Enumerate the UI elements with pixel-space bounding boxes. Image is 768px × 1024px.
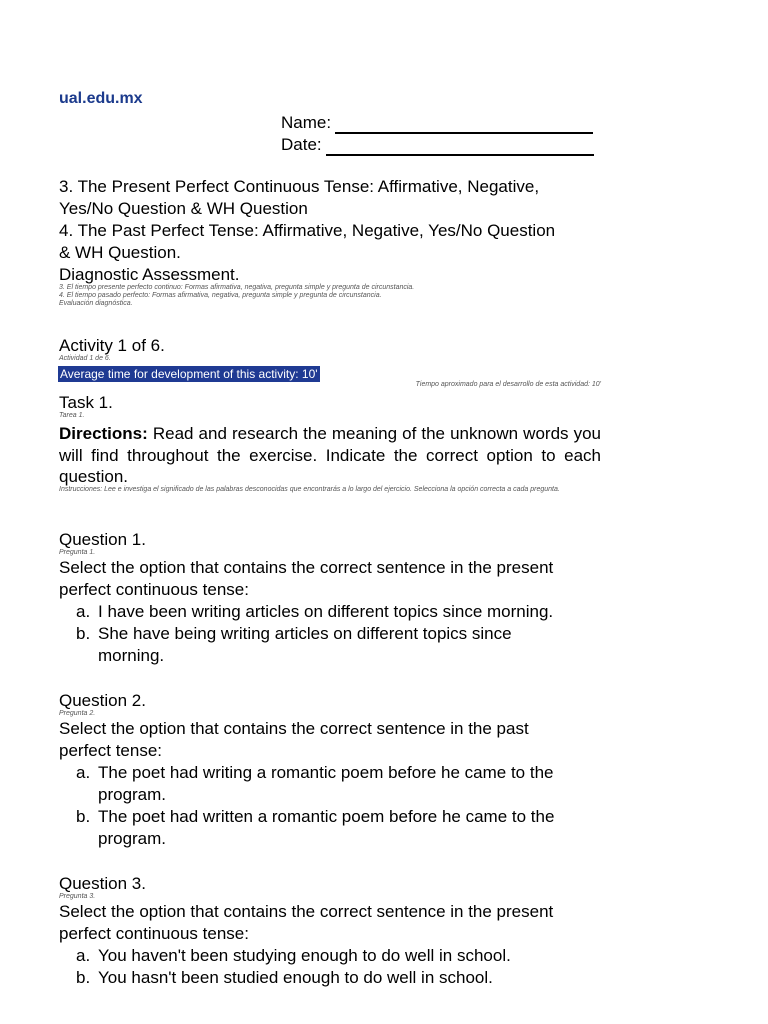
options-list (76, 762, 619, 850)
activity-time-translation: Tiempo aproximado para el desarrollo de esta actividad: 10' (415, 381, 601, 388)
question-prompt (59, 901, 619, 945)
task-title-translation: Tarea 1. (59, 412, 85, 419)
directions-text: Read and research the meaning of the unknown words you will find throughout the exercise. Indicate the correct option to each question. (59, 424, 601, 486)
option-a[interactable] (76, 762, 619, 806)
option-text: You hasn't been studied enough to do well in school. (98, 968, 493, 987)
option-text: program. (98, 829, 167, 848)
activity-title-translation: Actividad 1 de 6. (59, 355, 111, 362)
options-list (76, 601, 619, 667)
prompt-line: perfect continuous tense: (59, 580, 249, 599)
question-title-translation: Pregunta 3. (59, 893, 96, 900)
activity-title: Activity 1 of 6. (59, 336, 165, 355)
date-label: Date: (281, 135, 322, 154)
activity-time-highlight: Average time for development of this activity: 10' (60, 367, 318, 381)
site-logo-text: ual.edu.mx (59, 90, 143, 107)
topic-translation-line: 3. El tiempo presente perfecto continuo: Formas afirmativa, negativa, pregunta simple y pregunta de circunstancia. (59, 284, 415, 291)
option-letter: a. (76, 602, 91, 621)
topics-block (59, 176, 555, 286)
topic-line: Diagnostic Assessment. (59, 265, 240, 284)
question-block (59, 690, 619, 850)
prompt-line: Select the option that contains the correct sentence in the present (59, 902, 554, 921)
question-block (59, 529, 619, 667)
topic-line: 3. The Present Perfect Continuous Tense: Affirmative, Negative, (59, 177, 540, 196)
question-prompt (59, 557, 619, 601)
date-line[interactable] (326, 137, 594, 156)
option-a[interactable] (76, 601, 619, 623)
directions-paragraph (59, 423, 601, 488)
option-b[interactable] (76, 967, 619, 989)
directions-translation: Instrucciones: Lee e investiga el significado de las palabras desconocidas que encontrarás a lo largo del ejercicio. Selecciona la opción correcta a cada pregunta. (59, 486, 560, 493)
date-field[interactable] (281, 134, 594, 156)
name-label: Name: (281, 113, 332, 132)
option-text: The poet had writing a romantic poem before he came to the (98, 763, 554, 782)
name-line[interactable] (335, 115, 593, 134)
option-letter: b. (76, 968, 91, 987)
question-title: Question 2. (59, 691, 146, 710)
question-prompt (59, 718, 619, 762)
question-title: Question 3. (59, 874, 146, 893)
option-text: She have being writing articles on different topics since (98, 624, 512, 643)
option-letter: a. (76, 946, 91, 965)
prompt-line: Select the option that contains the correct sentence in the present (59, 558, 554, 577)
topic-translation-line: Evaluación diagnóstica. (59, 300, 133, 307)
prompt-line: Select the option that contains the correct sentence in the past (59, 719, 529, 738)
topic-line: Yes/No Question & WH Question (59, 199, 308, 218)
option-b[interactable] (76, 806, 619, 850)
option-letter: b. (76, 624, 91, 643)
question-title-translation: Pregunta 1. (59, 549, 96, 556)
question-title-translation: Pregunta 2. (59, 710, 96, 717)
question-block (59, 873, 619, 989)
name-field[interactable] (281, 112, 593, 134)
option-letter: b. (76, 807, 91, 826)
directions-label: Directions: (59, 424, 148, 443)
option-text: program. (98, 785, 167, 804)
topics-translation (59, 284, 414, 308)
option-letter: a. (76, 763, 91, 782)
topic-line: & WH Question. (59, 243, 181, 262)
question-title: Question 1. (59, 530, 146, 549)
option-a[interactable] (76, 945, 619, 967)
option-text: You haven't been studying enough to do well in school. (98, 946, 511, 965)
option-text: morning. (98, 646, 165, 665)
option-b[interactable] (76, 623, 619, 667)
prompt-line: perfect continuous tense: (59, 924, 249, 943)
option-text: The poet had written a romantic poem before he came to the (98, 807, 555, 826)
option-text: I have been writing articles on different topics since morning. (98, 602, 554, 621)
topic-line: 4. The Past Perfect Tense: Affirmative, Negative, Yes/No Question (59, 221, 556, 240)
task-title: Task 1. (59, 393, 113, 412)
prompt-line: perfect tense: (59, 741, 163, 760)
topic-translation-line: 4. El tiempo pasado perfecto: Formas afirmativa, negativa, pregunta simple y pregunta de circunstancia. (59, 292, 382, 299)
options-list (76, 945, 619, 989)
